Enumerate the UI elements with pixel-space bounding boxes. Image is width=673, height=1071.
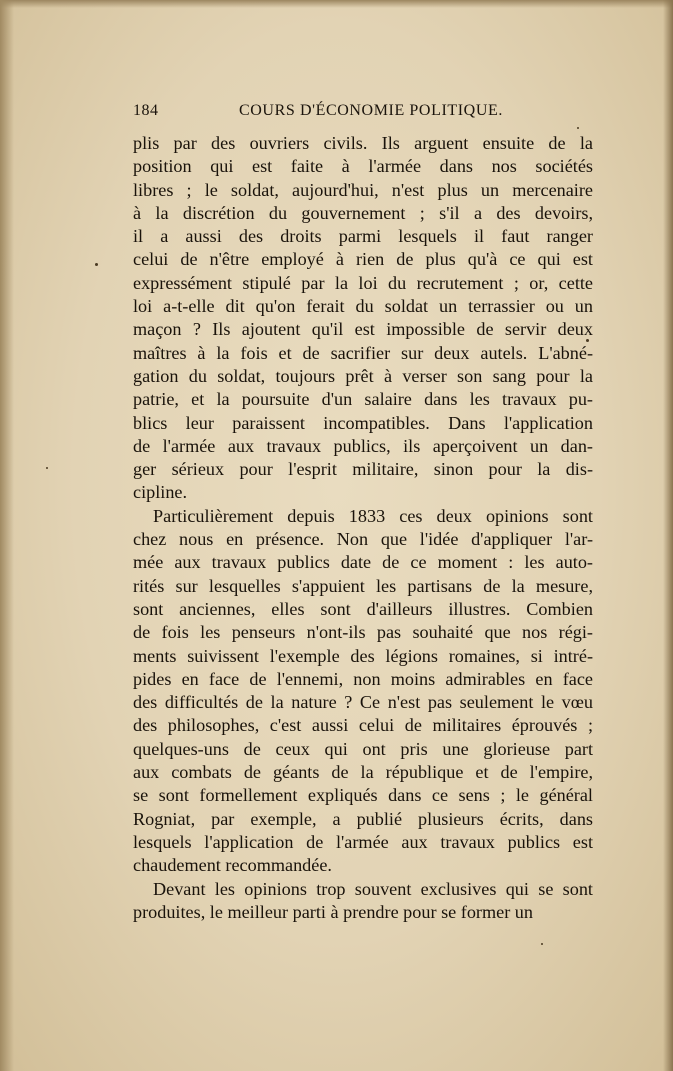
text-line: blics leur paraissent incompatibles. Dans l'application xyxy=(133,412,593,433)
text-line: ments suivissent l'exemple des légions romaines, si intré- xyxy=(133,645,593,666)
text-line: rités sur lesquelles s'appuient les partisans de la mesure, xyxy=(133,575,593,596)
text-line: Particulièrement depuis 1833 ces deux opinions sont xyxy=(153,505,593,526)
text-line: produites, le meilleur parti à prendre pour se former un xyxy=(133,901,533,922)
text-line: chaudement recommandée. xyxy=(133,855,332,876)
text-line: maîtres à la fois et de sacrifier sur deux autels. L'abné- xyxy=(133,342,593,363)
text-line: des difficultés de la nature ? Ce n'est pas seulement le vœu xyxy=(133,692,593,713)
paper-speck xyxy=(577,127,579,129)
text-line: loi a-t-elle dit qu'on ferait du soldat un terrassier ou un xyxy=(133,296,593,317)
page-right-shadow xyxy=(663,0,673,1071)
text-line: à la discrétion du gouvernement ; s'il a des devoirs, xyxy=(133,202,593,223)
running-title: COURS D'ÉCONOMIE POLITIQUE. xyxy=(239,102,503,119)
text-line: sont anciennes, elles sont d'ailleurs illustres. Combien xyxy=(133,598,593,619)
text-line: aux combats de géants de la république et de l'empire, xyxy=(133,762,593,783)
text-line: quelques-uns de ceux qui ont pris une glorieuse part xyxy=(133,738,593,759)
text-line: des philosophes, c'est aussi celui de militaires éprouvés ; xyxy=(133,715,593,736)
text-line: celui de n'être employé à rien de plus qu'à ce qui est xyxy=(133,249,593,270)
paper-speck xyxy=(46,467,48,469)
text-line: cipline. xyxy=(133,482,188,503)
text-line: mée aux travaux publics date de ce moment : les auto- xyxy=(133,552,593,573)
text-line: position qui est faite à l'armée dans nos sociétés xyxy=(133,156,593,177)
body-text xyxy=(133,132,593,924)
text-line: expressément stipulé par la loi du recrutement ; or, cette xyxy=(133,272,593,293)
text-line: de l'armée aux travaux publics, ils aperçoivent un dan- xyxy=(133,435,593,456)
text-line: chez nous en présence. Non que l'idée d'appliquer l'ar- xyxy=(133,529,593,550)
text-line: Devant les opinions trop souvent exclusives qui se sont xyxy=(153,878,593,899)
text-line: libres ; le soldat, aujourd'hui, n'est plus un mercenaire xyxy=(133,179,593,200)
text-line: pides en face de l'ennemi, non moins admirables en face xyxy=(133,668,593,689)
page-number: 184 xyxy=(133,102,159,119)
paper-speck xyxy=(586,339,589,342)
running-head xyxy=(133,102,593,126)
text-line: ger sérieux pour l'esprit militaire, sinon pour la dis- xyxy=(133,459,593,480)
paragraph xyxy=(133,878,593,925)
paragraph xyxy=(133,132,593,505)
text-line: maçon ? Ils ajoutent qu'il est impossible de servir deux xyxy=(133,319,593,340)
text-line: plis par des ouvriers civils. Ils arguent ensuite de la xyxy=(133,133,593,153)
text-line: gation du soldat, toujours prêt à verser son sang pour la xyxy=(133,365,593,386)
text-line: lesquels l'application de l'armée aux travaux publics est xyxy=(133,831,593,852)
text-line: se sont formellement expliqués dans ce sens ; le général xyxy=(133,785,593,806)
page-left-shadow xyxy=(0,0,14,1071)
paper-speck xyxy=(541,943,543,945)
paper-speck xyxy=(95,263,98,266)
text-line: il a aussi des droits parmi lesquels il faut ranger xyxy=(133,226,593,247)
text-line: de fois les penseurs n'ont-ils pas souhaité que nos régi- xyxy=(133,622,593,643)
text-line: Rogniat, par exemple, a publié plusieurs écrits, dans xyxy=(133,808,593,829)
page-top-shadow xyxy=(0,0,673,8)
paragraph xyxy=(133,505,593,878)
text-line: patrie, et la poursuite d'un salaire dans les travaux pu- xyxy=(133,389,593,410)
